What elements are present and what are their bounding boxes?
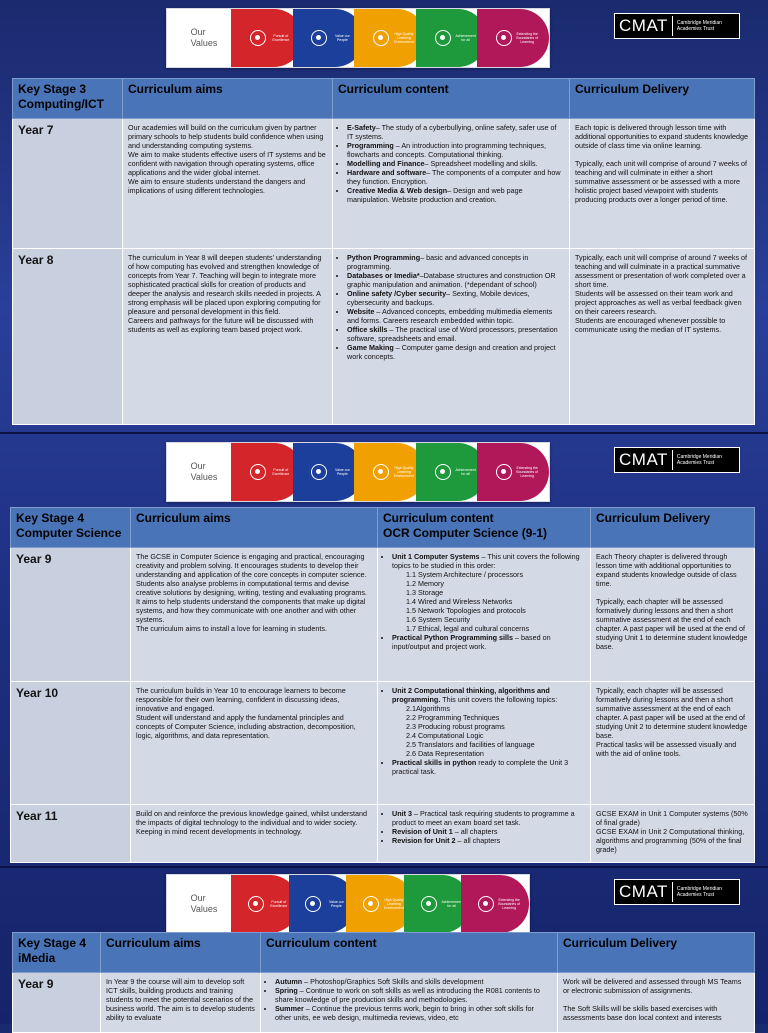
content-item: • Unit 2 Computational thinking, algorithms and programming. This unit covers the following topics: 2.1Algorithms 2.2 Programming Techniques 2.3 Producing robust programs 2.4 Computational Logic 2.5 Translators and facilities of language 2.6 Data Representation: [392, 686, 585, 758]
content-item: • Unit 1 Computer Systems – This unit covers the following topics to be studied in this order: 1.1 System Architecture / processors 1.2 Memory 1.3 Storage 1.4 Wired and Wireless Networks 1.5 Network Topologies and protocols 1.6 System Security 1.7 Ethical, legal and cultural concerns: [392, 552, 585, 633]
ks4-imedia-table: [12, 932, 755, 1033]
value-label: Extending the Boundaries of Learning: [498, 898, 520, 910]
aims-cell: The GCSE in Computer Science is engaging and practical, encouraging creativity and problem solving. It encourages students to develop their understanding and application of the core concepts in computer science. Students also analyse problems in computational terms and devise creative solutions by designing, writing, testing and evaluating programs. It aims to help students understand the components that make up digital systems, and how they communicate with one another and with other systems. The curriculum aims to install a love for learning in students.: [131, 548, 378, 682]
value-label: Pursuit of Excellence: [270, 900, 288, 908]
delivery-paragraph: Work will be delivered and assessed through MS Teams or electronic submission of assignments.: [563, 977, 742, 995]
column-header: Curriculum content: [333, 79, 570, 119]
cog-icon: [478, 896, 494, 912]
column-header: Key Stage 3 Computing/ICT: [13, 79, 123, 119]
value-label: Extending the Boundaries of Learning: [516, 466, 538, 478]
delivery-paragraph: The Soft Skills will be skills based exercises with assessments base don local context and interests: [563, 1004, 722, 1022]
logo-subtitle: Cambridge Meridian Academies Trust: [676, 20, 722, 32]
content-subtopic: 2.3 Producing robust programs: [406, 722, 505, 731]
table-row: [13, 249, 755, 425]
cmat-logo: [614, 447, 740, 473]
content-item: • Practical Python Programming sills – based on input/output and project work.: [392, 633, 585, 651]
award-icon: [435, 464, 451, 480]
content-cell: [333, 119, 570, 249]
cmat-logo: [614, 879, 740, 905]
value-label: Value our People: [329, 900, 344, 908]
aims-cell: Build on and reinforce the previous knowledge gained, whilst understand the impacts of digital technology to the individual and to wider society. Keeping in mind recent developments in technology.: [131, 805, 378, 863]
content-subtopic: 1.3 Storage: [406, 588, 444, 597]
content-topic: Office skills: [347, 325, 388, 334]
content-topic: Revision of Unit 1: [392, 827, 453, 836]
book-icon: [373, 464, 389, 480]
content-list: [383, 686, 585, 776]
content-item: • Office skills – The practical use of Word processors, presentation software, spreadsheets and email.: [347, 325, 564, 343]
content-item: • Python Programming– basic and advanced concepts in programming.: [347, 253, 564, 271]
delivery-cell: [570, 119, 755, 249]
content-item: • Programming – An introduction into programming techniques, flowcharts and concepts. Computational thinking.: [347, 141, 564, 159]
content-cell: [378, 548, 591, 682]
cog-icon: [496, 464, 512, 480]
value-label: Value our People: [335, 468, 350, 476]
logo-mark: CMAT: [619, 882, 673, 902]
column-header: Curriculum aims: [131, 508, 378, 548]
content-topic: Python Programming: [347, 253, 421, 262]
column-header: Curriculum Delivery: [558, 933, 755, 973]
value-segment: [477, 9, 549, 67]
people-icon: [311, 464, 327, 480]
content-item: • Revision of Unit 1 – all chapters: [392, 827, 585, 836]
content-list: [383, 552, 585, 651]
content-list: [383, 809, 585, 845]
year-label: Year 9: [13, 973, 101, 1033]
table-row: [11, 548, 755, 682]
column-header: Curriculum content: [261, 933, 558, 973]
logo-subtitle: Cambridge Meridian Academies Trust: [676, 886, 722, 898]
book-icon: [373, 30, 389, 46]
header-row: [11, 508, 755, 548]
logo-mark: CMAT: [619, 16, 673, 36]
values-banner: [166, 442, 550, 502]
our-values-label: Our Values: [190, 893, 218, 914]
content-item: • Practical skills in python ready to complete the Unit 3 practical task.: [392, 758, 585, 776]
content-subtopic: 2.5 Translators and facilities of language: [406, 740, 535, 749]
content-item: • Creative Media & Web design– Design and web page manipulation. Website production and creation.: [347, 186, 564, 204]
value-label: Achievement for all: [441, 900, 462, 908]
content-list: [338, 253, 564, 361]
value-segment: [231, 9, 303, 67]
column-header: Curriculum aims: [101, 933, 261, 973]
people-icon: [311, 30, 327, 46]
content-list: [266, 977, 552, 1022]
delivery-cell: [591, 548, 755, 682]
ks3-table: [12, 78, 755, 425]
table-row: [13, 119, 755, 249]
content-topic: Spring: [275, 986, 298, 995]
content-cell: [378, 805, 591, 863]
content-subtopic: 2.6 Data Representation: [406, 749, 484, 758]
content-subtopic: 1.5 Network Topologies and protocols: [406, 606, 526, 615]
content-topic: Summer: [275, 1004, 304, 1013]
year-label: Year 8: [13, 249, 123, 425]
value-segment: [461, 875, 529, 933]
aims-cell: In Year 9 the course will aim to develop soft ICT skills, building products and training students to meet the potential scenarios of the business world. The aim is to develop students ability to evaluate: [101, 973, 261, 1033]
logo-subtitle: Cambridge Meridian Academies Trust: [676, 454, 722, 466]
aims-cell: The curriculum in Year 8 will deepen students' understanding of how computing has evolved and strengthen knowledge of concepts from Year 7. Teaching will begin to integrate more sophisticated practical skills for creation of products and deeper the analysis and research skills needed in projects. A strong emphasis will be placed upon exploring computing for pleasure and personal development in this field. Careers and pathways for the future will be discussed with students as well as exploring team based project work.: [123, 249, 333, 425]
content-topic: Practical skills in python: [392, 758, 477, 767]
delivery-paragraph: Each topic is delivered through lesson time with additional opportunities to expand students knowledge outside of class time via online learning.: [575, 123, 749, 150]
content-topic: Databases or Imedia*: [347, 271, 420, 280]
value-label: High Quality Learning Environment: [394, 32, 414, 44]
column-header: Curriculum content OCR Computer Science (9-1): [378, 508, 591, 548]
value-label: High Quality Learning Environment: [394, 466, 414, 478]
content-topic: Website: [347, 307, 375, 316]
value-label: Achievement for all: [455, 34, 476, 42]
table-row: [11, 805, 755, 863]
people-icon: [305, 896, 321, 912]
content-topic: Unit 2 Computational thinking, algorithms and programming.: [392, 686, 550, 704]
value-label: High Quality Learning Environment: [384, 898, 404, 910]
content-topic: E-Safety: [347, 123, 376, 132]
content-subtopic: 1.4 Wired and Wireless Networks: [406, 597, 513, 606]
content-item: • Website – Advanced concepts, embedding multimedia elements and forms. Careers research embedded within topic.: [347, 307, 564, 325]
delivery-paragraph: Typically, each unit will comprise of around 7 weeks of teaching and will culminate in either a short summative assessment or be assessed with a more holistic project based viewpoint with students producing products over a longer period of time.: [575, 159, 748, 204]
delivery-cell: [591, 682, 755, 805]
column-header: Curriculum Delivery: [591, 508, 755, 548]
content-topic: Unit 1 Computer Systems: [392, 552, 480, 561]
value-label: Pursuit of Excellence: [272, 468, 290, 476]
column-header: Curriculum Delivery: [570, 79, 755, 119]
header-row: [13, 933, 755, 973]
content-item: • Unit 3 – Practical task requiring students to programme a product to meet an exam board set task.: [392, 809, 585, 827]
column-header: Curriculum aims: [123, 79, 333, 119]
content-subtopic: 2.1Algorithms: [406, 704, 450, 713]
delivery-paragraph: Typically, each unit will comprise of around 7 weeks of teaching and will culminate in a practical summative assessment or presentation of work completed over a short time. Students will be assessed on their team work and project approaches as well as verbal feedback given on their careers research. Students are encouraged whenever possible to communicate using the median of IT systems.: [575, 253, 748, 334]
content-topic: Hardware and software: [347, 168, 427, 177]
delivery-paragraph: Typically, each chapter will be assessed formatively during lessons and then a short summative assessment at the end of each chapter. A past paper will be used at the end of studying Unit 1 to determine student knowledge base.: [596, 597, 748, 651]
ks4-computer-science-table: [10, 507, 755, 863]
content-item: • Databases or Imedia*–Database structures and construction OR graphic manipulation and animation. (*dependant of school): [347, 271, 564, 289]
award-icon: [435, 30, 451, 46]
content-cell: [378, 682, 591, 805]
column-header: Key Stage 4 iMedia: [13, 933, 101, 973]
content-topic: Practical Python Programming sills: [392, 633, 514, 642]
content-subtopic: 1.1 System Architecture / processors: [406, 570, 524, 579]
table-row: [11, 682, 755, 805]
content-item: • Modelling and Finance– Spreadsheet modelling and skills.: [347, 159, 564, 168]
content-topic: Modelling and Finance: [347, 159, 425, 168]
value-label: Pursuit of Excellence: [272, 34, 290, 42]
year-label: Year 10: [11, 682, 131, 805]
values-banner: [166, 874, 530, 934]
cog-icon: [496, 30, 512, 46]
content-topic: Creative Media & Web design: [347, 186, 448, 195]
year-label: Year 7: [13, 119, 123, 249]
award-icon: [421, 896, 437, 912]
content-topic: Online safety /Cyber security: [347, 289, 447, 298]
column-header: Key Stage 4 Computer Science: [11, 508, 131, 548]
aims-cell: The curriculum builds in Year 10 to encourage learners to become responsible for their own learning, confident in discussing ideas, innovative and engaged. Student will understand and apply the fundamental principles and concepts of Computer Science, including abstraction, decomposition, logic, algorithms, and data representation.: [131, 682, 378, 805]
trophy-icon: [250, 30, 266, 46]
content-item: • Autumn – Photoshop/Graphics Soft Skills and skills development: [275, 977, 552, 986]
delivery-cell: [591, 805, 755, 863]
content-subtopic: 1.2 Memory: [406, 579, 444, 588]
content-item: • Online safety /Cyber security– Sexting, Mobile devices, cybersecurity and backups.: [347, 289, 564, 307]
trophy-icon: [248, 896, 264, 912]
content-subtopic: 2.2 Programming Techniques: [406, 713, 500, 722]
content-item: • Hardware and software– The components of a computer and how they function. Encryption.: [347, 168, 564, 186]
our-values-label: Our Values: [190, 461, 218, 482]
year-label: Year 9: [11, 548, 131, 682]
header-row: [13, 79, 755, 119]
logo-mark: CMAT: [619, 450, 673, 470]
value-segment: [231, 443, 303, 501]
content-subtopic: 1.6 System Security: [406, 615, 470, 624]
year-label: Year 11: [11, 805, 131, 863]
content-item: • Revision for Unit 2 – all chapters: [392, 836, 585, 845]
content-topic: Revision for Unit 2: [392, 836, 456, 845]
delivery-paragraph: Typically, each chapter will be assessed formatively during lessons and then a short summative assessment at the end of each chapter. A past paper will be used at the end of studying Unit 2 to determine student knowledge base. Practical tasks will be assessed visually and with the aid of online tools.: [596, 686, 748, 758]
content-item: • Summer – Continue the previous terms work, begin to bring in other soft skills for other units, ee web design, multimedia reviews, video, etc: [275, 1004, 552, 1022]
value-label: Achievement for all: [455, 468, 476, 476]
value-label: Value our People: [335, 34, 350, 42]
content-topic: Unit 3: [392, 809, 412, 818]
content-subtopic: 2.4 Computational Logic: [406, 731, 484, 740]
aims-cell: Our academies will build on the curriculum given by partner primary schools to help students build confidence when using and understanding computing systems. We aim to make students effective users of IT systems and be confident with navigation through operating systems, office applications and the wider global internet. We aim to ensure students understand the dangers and implications of using different technologies.: [123, 119, 333, 249]
delivery-paragraph: GCSE EXAM in Unit 1 Computer systems (50% of final grade) GCSE EXAM in Unit 2 Computational thinking, algorithms and programming (50% of the final grade): [596, 809, 748, 854]
content-cell: [333, 249, 570, 425]
value-label: Extending the Boundaries of Learning: [516, 32, 538, 44]
content-topic: Game Making: [347, 343, 394, 352]
our-values-label: Our Values: [190, 27, 218, 48]
content-item: • Game Making – Computer game design and creation and project work concepts.: [347, 343, 564, 361]
book-icon: [363, 896, 379, 912]
content-list: [338, 123, 564, 204]
content-subtopic: 1.7 Ethical, legal and cultural concerns: [406, 624, 530, 633]
content-item: • Spring – Continue to work on soft skills as well as introducing the R081 contents to share knowledge of pre production skills and methodologies.: [275, 986, 552, 1004]
cmat-logo: [614, 13, 740, 39]
value-segment: [477, 443, 549, 501]
values-banner: [166, 8, 550, 68]
content-topic: Programming: [347, 141, 394, 150]
content-item: • E-Safety– The study of a cyberbullying, online safety, safer use of IT systems.: [347, 123, 564, 141]
delivery-paragraph: Each Theory chapter is delivered through lesson time with additional opportunities to expand students knowledge outside of class time.: [596, 552, 737, 588]
delivery-cell: [570, 249, 755, 425]
trophy-icon: [250, 464, 266, 480]
content-topic: Autumn: [275, 977, 303, 986]
